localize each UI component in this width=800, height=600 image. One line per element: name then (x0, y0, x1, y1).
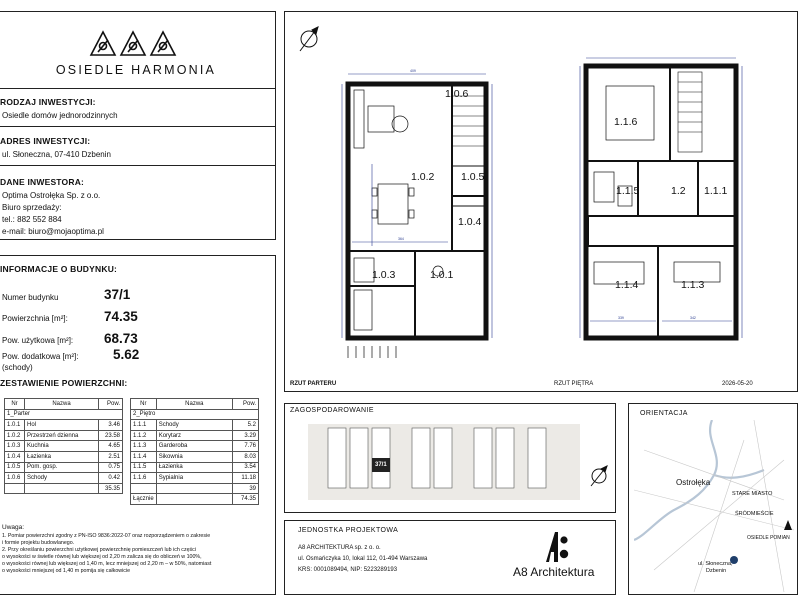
table-row: 1.1.4 Sikownia 8.03 (131, 451, 259, 462)
investment-address-heading: ADRES INWESTYCJI: (0, 136, 91, 146)
table-row: 1.1.2 Korytarz 3.29 (131, 430, 259, 441)
room-label-1-0-3: 1.0.3 (372, 269, 396, 281)
col-name: Nazwa (156, 399, 232, 410)
col-area: Pow. (99, 399, 123, 410)
building-info-heading: INFORMACJE O BUDYNKU: (0, 264, 118, 274)
table-row: 1.0.1 Hol 3.46 (5, 420, 123, 431)
room-label-1-1-3: 1.1.3 (681, 279, 705, 291)
investor-line: Optima Ostrołęka Sp. z o.o. (2, 191, 101, 200)
note-line: o wysokości w świetle równej lub większej od 2,20 m zalicza się do obliczeń w 100%, (2, 554, 202, 560)
room-label-1-1-4: 1.1.4 (615, 279, 639, 291)
investor-heading: DANE INWESTORA: (0, 177, 85, 187)
ground-floor-table (4, 398, 123, 494)
room-label-1-0-6: 1.0.6 (445, 88, 469, 100)
total-area-label: Powierzchnia [m²]: (2, 314, 68, 323)
map-place-ostroleka: Ostrołęka (676, 478, 711, 487)
col-area: Pow. (233, 399, 259, 410)
table-row: 1.0.2 Przestrzeń dzienna 23.58 (5, 430, 123, 441)
room-label-1-1-1: 1.1.1 (704, 185, 728, 197)
map-north-icon (784, 520, 792, 530)
plan-date: 2026-05-20 (722, 381, 753, 387)
grand-total-label: Łącznie (131, 494, 157, 505)
a8-logo-icon (544, 530, 570, 564)
extra-area-label: Pow. dodatkowa [m²]: (2, 352, 79, 361)
table-row: 1.1.1 Schody 5.2 (131, 420, 259, 431)
ground-floor-plan (340, 46, 495, 358)
grand-total-value: 74.35 (233, 494, 259, 505)
room-label-1-2: 1.2 (671, 185, 686, 197)
table-row: 1.1.3 Garderoba 7.76 (131, 441, 259, 452)
extra-area-note: (schody) (2, 363, 33, 372)
north-arrow-icon (294, 22, 324, 56)
table-row: 1.1.6 Sypialnia 11.18 (131, 473, 259, 484)
first-floor-title: 2_Piętro (131, 409, 259, 420)
pin-label: ul. Słoneczna, (698, 561, 733, 567)
room-label-1-0-4: 1.0.4 (458, 216, 482, 228)
pin-label: Dzbenin (706, 568, 727, 574)
design-unit-line: A8 ARCHITEKTURA sp. z o. o. (298, 545, 381, 551)
building-number-label: Numer budynku (2, 293, 59, 302)
map-place-srodmiescie: ŚRÓDMIEŚCIE (735, 511, 774, 517)
investor-phone: tel.: 882 552 884 (2, 215, 62, 224)
dim-label: 409 (410, 69, 416, 73)
usable-area-label: Pow. użytkowa [m²]: (2, 336, 74, 345)
usable-area-value: 68.73 (104, 331, 138, 346)
ground-plan-title: RZUT PARTERU (290, 381, 337, 387)
map-place-stare-miasto: STARE MIASTO (732, 491, 773, 497)
note-line: o wysokości mniejszej od 1,40 m pomija się całkowicie (2, 568, 131, 574)
note-line: 1. Pomiar powierzchni zgodny z PN-ISO 9836:2022-07 oraz rozporządzeniem o zakresie (2, 533, 211, 539)
design-unit-line: ul. Osmańczyka 10, lokal 112, 01-494 Warszawa (298, 556, 428, 562)
table-row: 1.0.4 Łazienka 2.51 (5, 451, 123, 462)
first-floor-plan (578, 46, 748, 358)
total-area-value: 74.35 (104, 309, 138, 324)
note-line: i formie projektu budowlanego. (2, 540, 75, 546)
investment-address-value: ul. Słoneczna, 07-410 Dzbenin (2, 150, 111, 159)
dim-label: 339 (618, 316, 624, 320)
col-nr: Nr (131, 399, 157, 410)
room-label-1-1-5: 1.1.5 (616, 185, 640, 197)
investment-type-heading: RODZAJ INWESTYCJI: (0, 97, 96, 107)
table-row: 1.0.6 Schody 0.42 (5, 473, 123, 484)
brand-name: OSIEDLE HARMONIA (55, 63, 217, 77)
dim-label: 364 (398, 237, 404, 241)
site-unit-label: 37/1 (375, 462, 387, 468)
design-unit-heading: JEDNOSTKA PROJEKTOWA (298, 527, 399, 534)
investor-email: e-mail: biuro@mojaoptima.pl (2, 227, 104, 236)
room-label-1-0-1: 1.0.1 (430, 269, 454, 281)
note-line: o wysokości równej lub większej od 1,40 m, lecz mniejszej od 2,20 m – w 50%, natomiast (2, 561, 212, 567)
building-number-value: 37/1 (104, 287, 131, 302)
table-row: 1.0.5 Pom. gosp. 0.75 (5, 462, 123, 473)
ground-floor-total: 35.35 (99, 483, 123, 494)
table-row: 1.1.5 Łazienka 3.54 (131, 462, 259, 473)
extra-area-value: 5.62 (113, 347, 140, 362)
site-plan (308, 418, 580, 510)
first-plan-title: RZUT PIĘTRA (554, 381, 594, 387)
a8-logo-text: A8 Architektura (513, 565, 595, 579)
design-unit-line: KRS: 0001089494, NIP: 5223289193 (298, 567, 398, 573)
orientation-heading: ORIENTACJA (640, 410, 688, 417)
col-name: Nazwa (25, 399, 99, 410)
table-row: 1.0.3 Kuchnia 4.65 (5, 441, 123, 452)
surfaces-heading: ZESTAWIENIE POWIERZCHNI: (0, 378, 128, 388)
room-label-1-1-6: 1.1.6 (614, 116, 638, 128)
ground-floor-title: 1_Parter (5, 409, 123, 420)
first-floor-total: 39 (233, 483, 259, 494)
harmonia-logo-icon (88, 26, 180, 58)
site-north-arrow-icon (586, 462, 612, 490)
notes-heading: Uwaga: (2, 524, 25, 531)
note-line: 2. Przy określaniu powierzchni użytkowej powierzchnię pomieszczeń lub ich części (2, 547, 197, 553)
room-label-1-0-5: 1.0.5 (461, 171, 485, 183)
dim-label: 342 (690, 316, 696, 320)
map-place-pomian: OSIEDLE POMIAN (747, 535, 790, 541)
first-floor-table (130, 398, 259, 505)
room-label-1-0-2: 1.0.2 (411, 171, 435, 183)
investor-line: Biuro sprzedaży: (2, 203, 62, 212)
investment-type-value: Osiedle domów jednorodzinnych (2, 111, 118, 120)
col-nr: Nr (5, 399, 25, 410)
site-heading: ZAGOSPODAROWANIE (290, 407, 374, 414)
